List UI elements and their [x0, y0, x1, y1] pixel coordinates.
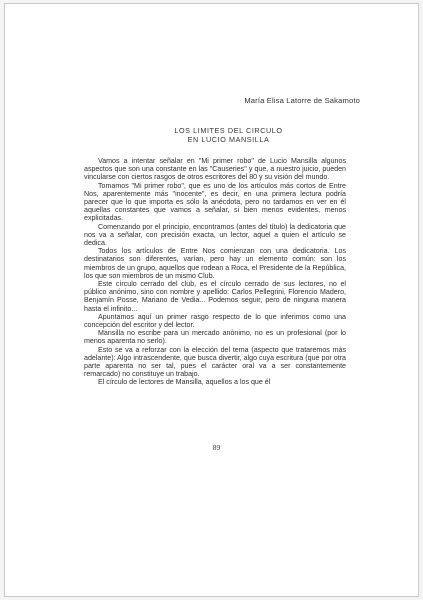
title-line-1: LOS LIMITES DEL CIRCULO: [174, 126, 283, 135]
paragraph: Mansilla no escribe para un mercado anónimo, no es un profesional (por lo menos aparenta no serlo).: [84, 329, 346, 346]
page-number: [5, 443, 418, 452]
paragraph: Apuntamos aquí un primer rasgo respecto de lo que inferimos como una concepción del escritor y del lector.: [84, 312, 346, 330]
paragraph: El círculo de lectores de Mansilla, aquellos a los que él: [98, 378, 271, 387]
author-name: María Elisa Latorre de Sakamoto: [244, 96, 360, 105]
title-line-2: EN LUCIO MANSILLA: [187, 135, 270, 144]
article-body: [84, 157, 346, 387]
paragraph: Tomamos "Mi primer robo", que es uno de los artículos más cortos de Entre Nos, aparentemente más "inocente", es decir, en una primera lectura podría parecer que lo que importa es sólo la anécdota, pero no tardamos en ver en él aquellas constantes que vamos a señalar, si bien menos evidentes, menos explicitadas.: [84, 181, 346, 223]
page-number-text: 89: [212, 443, 221, 452]
paragraph: Este círculo cerrado del club, es el círculo cerrado de sus lectores, no el público anónimo, sino con nombre y apellido: Carlos Pellegrini, Florencio Madero, Benjamín Posse, Mariano de Vedia... Podemos seguir, pero de ninguna manera hasta el infinito...: [84, 280, 346, 313]
document-page: [4, 3, 419, 597]
paragraph: Todos los artículos de Entre Nos comienzan con una dedicatoria. Los destinatarios son diferentes, varían, pero hay un elemento común: son los miembros de un grupo, aquellos que rodean a Roca, el Presidente de la República, los que son miembros de un mismo Club.: [84, 247, 346, 280]
paragraph: Comenzando por el principio, encontramos (antes del título) la dedicatoria que nos va a señalar, con precisión exacta, un lector, aquel a quien el artículo se dedica.: [84, 222, 346, 248]
paragraph: Vamos a intentar señalar en "Mi primer robo" de Lucio Mansilla algunos aspectos que son una constante en las "Causeries" y que, a nuestro juicio, pueden vincularse con ciertos rasgos de otros escritores del 80 y su visión del mundo.: [84, 157, 346, 182]
article-title: [5, 126, 418, 144]
paragraph: Esto se va a reforzar con la elección del tema (aspecto que trataremos más adelante): Algo intrascendente, que busca divertir, algo cuya escritura (que por otra parte aparenta no ser tal, pues el carácter oral va a ser constantemente remarcado) no constituye un trabajo.: [84, 345, 346, 379]
